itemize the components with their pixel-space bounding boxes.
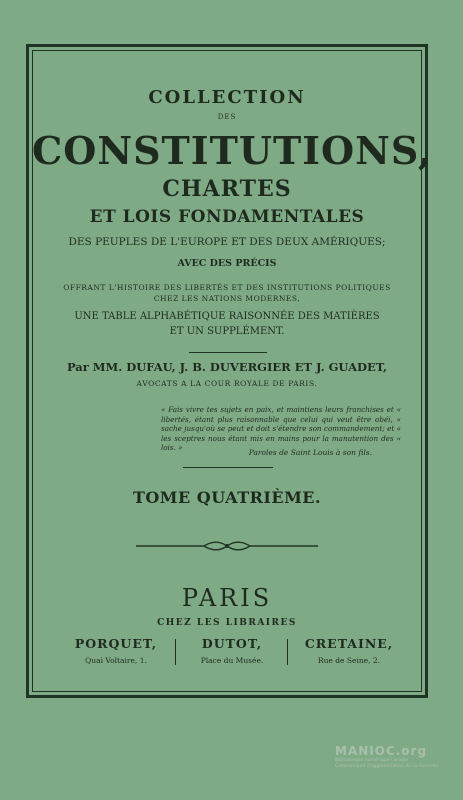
publisher-separator — [287, 639, 288, 665]
divider-authors — [189, 352, 267, 353]
publisher-address: Quai Voltaire, 1. — [85, 656, 147, 665]
subtitle-offrant-line1: OFFRANT L'HISTOIRE DES LIBERTÉS ET DES INSTITUTIONS POLITIQUES — [63, 283, 391, 292]
authors-role: AVOCATS A LA COUR ROYALE DE PARIS. — [136, 379, 318, 388]
volume-label: TOME QUATRIÈME. — [132, 488, 322, 507]
imprint-chez: CHEZ LES LIBRAIRES — [157, 618, 297, 628]
publisher-separator — [175, 639, 176, 665]
title-chartes: CHARTES — [162, 176, 292, 202]
subtitle-table-line2: ET UN SUPPLÉMENT. — [169, 326, 285, 337]
publisher-name: PORQUET, — [74, 636, 158, 651]
publisher-name: DUTOT, — [201, 636, 263, 651]
authors-line: Par MM. DUFAU, J. B. DUVERGIER ET J. GUADET, — [66, 360, 388, 374]
publisher-porquet — [58, 636, 174, 665]
title-collection: COLLECTION — [148, 87, 306, 108]
publisher-address: Rue de Seine, 2. — [317, 656, 381, 665]
imprint-city: PARIS — [181, 584, 273, 612]
watermark-line1: Bibliothèque numérique Caraïbe — [335, 758, 408, 763]
publisher-dutot — [178, 636, 286, 665]
epigraph-quote: « Fais vivre tes sujets en paix, et maintiens leurs franchises et « libertés, étant plus raisonnable que celui qui veut être obéi, « sache jusqu'où se peut et doit s'étendre son commandement; et « les sceptres nous étant mis en mains pour la manutention des « lois. » — [161, 405, 401, 452]
publisher-cretaine — [290, 636, 408, 665]
publisher-address: Place du Musée. — [200, 656, 264, 665]
watermark-logo: MANIOC.org — [335, 744, 428, 758]
title-peuples: DES PEUPLES DE L'EUROPE ET DES DEUX AMÉRIQUES; — [68, 236, 386, 248]
watermark-line2: Communauté d'agglomération de La Rochelle — [335, 764, 439, 769]
epigraph-source: Paroles de Saint Louis à son fils. — [248, 448, 372, 457]
title-lois-fondamentales: ET LOIS FONDAMENTALES — [89, 207, 365, 227]
divider-epigraph — [183, 467, 273, 468]
watermark — [335, 744, 455, 770]
subtitle-table-line1: UNE TABLE ALPHABÉTIQUE RAISONNÉE DES MATIÈRES — [74, 311, 380, 322]
publisher-name: CRETAINE, — [304, 636, 394, 651]
title-constitutions: CONSTITUTIONS, — [32, 128, 433, 173]
subtitle-offrant-line2: CHEZ LES NATIONS MODERNES, — [153, 294, 301, 303]
title-des: DES — [217, 113, 237, 121]
ornament-rule-icon — [134, 541, 320, 551]
subtitle-avec-precis: AVEC DES PRÉCIS — [177, 258, 277, 269]
